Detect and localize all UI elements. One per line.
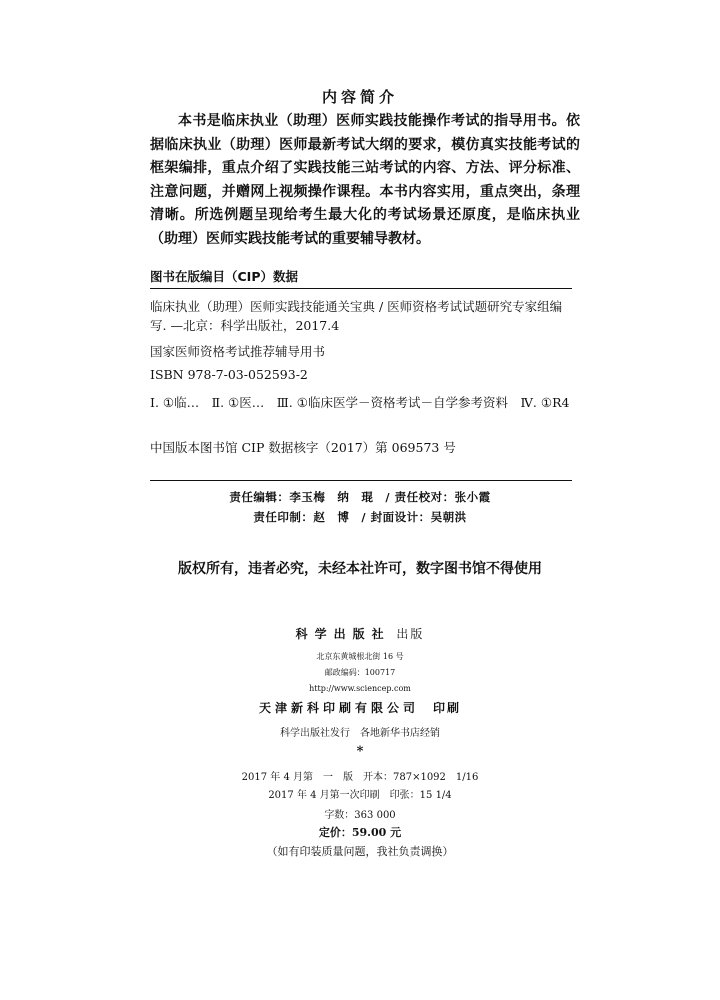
publisher-line <box>0 625 720 642</box>
cip-isbn-text: ISBN 978-7-03-052593-2 <box>150 367 308 382</box>
distribution-line: 科学出版社发行 各地新华书店经销 <box>280 728 440 739</box>
printer-name: 天津新科印刷有限公司 <box>258 701 419 715</box>
credits-editors: 责任编辑：李玉梅 纳 琨 / 责任校对：张小霞 <box>229 490 491 504</box>
cip-series-text: 国家医师资格考试推荐辅导用书 <box>150 344 326 359</box>
separator-star: * <box>356 744 364 759</box>
cip-classification <box>150 393 575 412</box>
credits-production: 责任印制：赵 博 / 封面设计：吴朝洪 <box>253 510 467 524</box>
cip-top-rule <box>150 288 572 289</box>
intro-title: 内容简介 <box>321 88 398 106</box>
publisher-url: http://www.sciencep.com <box>309 684 411 693</box>
quality-note: （如有印装质量问题，我社负责调换） <box>266 845 454 858</box>
publisher-suffix: 出版 <box>396 627 425 641</box>
publisher-address: 北京东黄城根北街 16 号 <box>316 652 404 661</box>
cip-entry <box>150 297 575 335</box>
printer-line <box>0 699 720 716</box>
cip-bottom-rule <box>150 480 572 481</box>
cip-record-number <box>150 438 575 457</box>
cip-record-number-text: 中国版本图书馆 CIP 数据核字（2017）第 069573 号 <box>150 440 456 455</box>
price: 定价：59.00 元 <box>318 826 402 839</box>
publisher-name: 科学出版社 <box>295 627 391 641</box>
cip-series <box>150 342 575 361</box>
printing-line: 2017 年 4 月第一次印刷 印张：15 1/4 <box>268 790 452 801</box>
cip-isbn <box>150 365 575 384</box>
intro-summary: 本书是临床执业（助理）医师实践技能操作考试的指导用书。依据临床执业（助理）医师最新考试大纲的要求，模仿真实技能考试的框架编排，重点介绍了实践技能三站考试的内容、方法、评分标准、注意问题，并赠网上视频操作课程。本书内容实用，重点突出，条理清晰。所选例题呈现给考生最大化的考试场景还原度，是临床执业（助理）医师实践技能考试的重要辅导教材。 <box>150 113 580 247</box>
publisher-postcode: 邮政编码：100717 <box>324 668 396 677</box>
cip-classification-text: Ⅰ. ①临… Ⅱ. ①医… Ⅲ. ①临床医学－资格考试－自学参考资料 Ⅳ. ①R4 <box>150 395 570 410</box>
printer-suffix: 印刷 <box>433 701 462 715</box>
cip-entry-text: 临床执业（助理）医师实践技能通关宝典 / 医师资格考试试题研究专家组编写. —北京：科学出版社，2017.4 <box>150 299 563 333</box>
rights-statement: 版权所有，违者必究，未经本社许可，数字图书馆不得使用 <box>178 561 542 577</box>
cip-heading: 图书在版编目（CIP）数据 <box>150 269 298 284</box>
edition-line: 2017 年 4 月第 一 版 开本：787×1092 1/16 <box>241 772 479 783</box>
word-count: 字数：363 000 <box>324 810 396 821</box>
